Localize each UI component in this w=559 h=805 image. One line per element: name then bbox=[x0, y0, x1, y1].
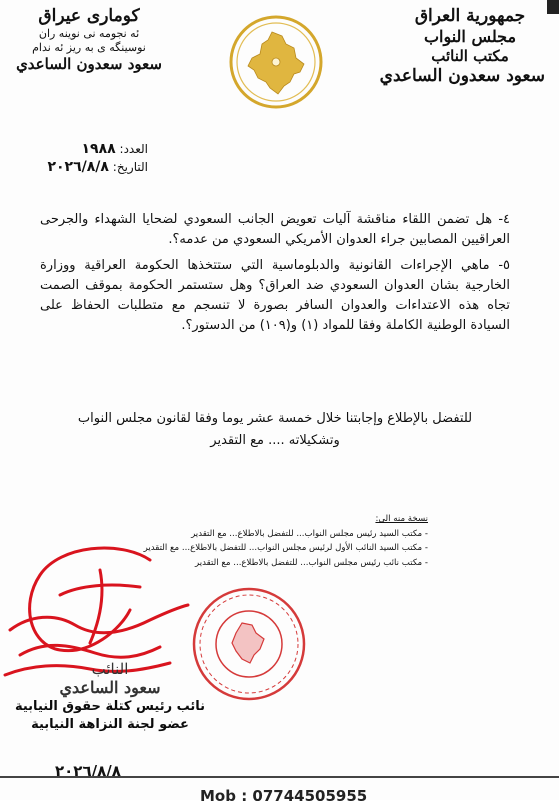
signature-role-1: نائب رئيس كتلة حقوق النيابية bbox=[14, 699, 206, 714]
closing-paragraph bbox=[40, 408, 510, 452]
letterhead-country: جمهورية العراق bbox=[414, 6, 526, 26]
cc-item: - مكتب السيد النائب الأول لرئيس مجلس النواب... للتفضل بالاطلاع... مع التقدير bbox=[143, 543, 428, 554]
letterhead-kurdish-council: ئه نجومه نی نوینه ران bbox=[38, 27, 140, 41]
reference-date-label: التاريخ: bbox=[112, 160, 148, 174]
reference-date-row bbox=[8, 158, 148, 176]
question-item-4: ٤- هل تضمن اللقاء مناقشة آليات تعويض الجانب السعودي لضحايا الشهداء والجرحى العراقيين المصابين جراء العدوان الأمريكي السعودي من عدمه؟. bbox=[40, 212, 510, 247]
cc-item: - مكتب نائب رئيس مجلس النواب... للتفضل بالاطلاع... مع التقدير bbox=[195, 557, 428, 568]
reference-date-value: ٢٠٢٦/٨/٨ bbox=[47, 159, 109, 175]
mobile-number: Mob : 07744505955 bbox=[200, 787, 368, 805]
letterhead-kurdish-country: كوماری عیراق bbox=[38, 6, 140, 26]
letter-body bbox=[40, 210, 510, 342]
signature-title: النائب bbox=[91, 660, 129, 678]
signature-name: سعود الساعدي bbox=[59, 678, 161, 697]
footer bbox=[0, 776, 559, 805]
page-corner-mark bbox=[547, 0, 559, 14]
signature-role-2: عضو لجنة النزاهة النيابية bbox=[31, 717, 189, 732]
cc-item: - مكتب السيد رئيس مجلس النواب... للتفضل بالاطلاع... مع التقدير bbox=[191, 528, 428, 539]
letterhead-council: مجلس النواب bbox=[423, 27, 517, 47]
reference-number-label: العدد: bbox=[119, 142, 148, 156]
signature-block bbox=[10, 660, 210, 734]
closing-line-1: للتفضل بالإطلاع وإجابتنا خلال خمسة عشر يوما وفقا لقانون مجلس النواب bbox=[77, 411, 473, 426]
closing-line-2: وتشكيلاته .... مع التقدير bbox=[210, 433, 340, 448]
letterhead-kurdish-mp-name: سعود سعدون الساعدي bbox=[16, 54, 162, 73]
reference-block bbox=[8, 140, 148, 176]
cc-list bbox=[143, 512, 428, 570]
letterhead-kurdish-office: نوسینگه ی به ریز ئه ندام bbox=[32, 41, 146, 54]
question-item-5: ٥- ماهي الإجراءات القانونية والدبلوماسية التي ستتخذها الحكومة العراقية ووزارة الخارجية بشان العدوان السعودي ضد العراق؟ وهل ستستمر الحكومة بموقف الصمت تجاه هذه الاعتداءات والعدوان السافر بصورة لا تنسجم مع متطلبات الحفاظ على السيادة الوطنية الكاملة وفقا للمواد (١) و(١٠٩) من الدستور؟. bbox=[40, 258, 510, 333]
letterhead-mp-name: سعود سعدون الساعدي bbox=[379, 66, 545, 86]
iraq-emblem-icon bbox=[228, 14, 324, 110]
letterhead-kurdish bbox=[14, 6, 164, 74]
signature-date: ٢٠٢٦/٨/٨ bbox=[55, 762, 121, 780]
reference-number-value: ١٩٨٨ bbox=[81, 141, 116, 157]
reference-number-row bbox=[8, 140, 148, 158]
letterhead-arabic bbox=[379, 6, 545, 87]
letterhead-office: مكتب النائب bbox=[431, 47, 509, 66]
cc-title: نسخة منه الى: bbox=[375, 514, 428, 524]
